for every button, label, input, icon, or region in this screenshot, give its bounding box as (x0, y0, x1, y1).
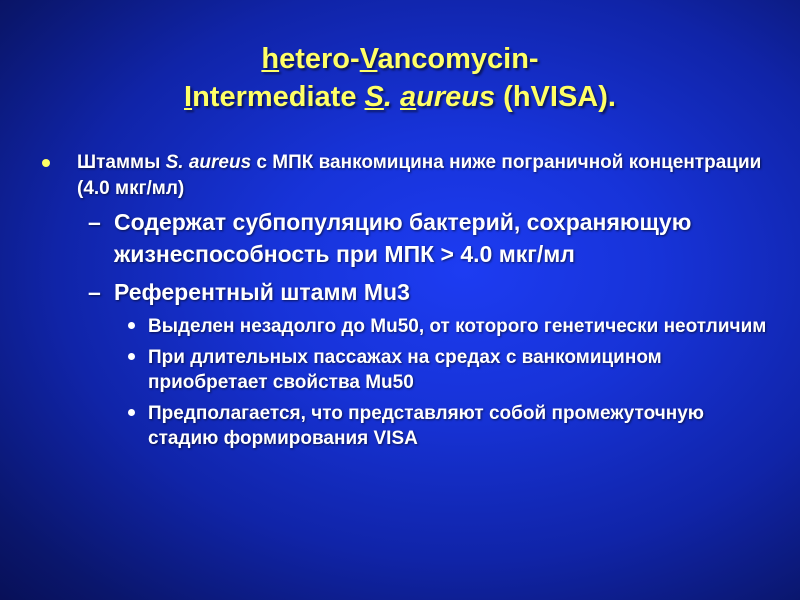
title-text: . (383, 81, 400, 113)
title-text: ntermediate (192, 81, 365, 113)
title-underlined-letter: a (400, 81, 417, 113)
bullet-italic-text: S. aureus (165, 152, 252, 173)
sub-bullet-2 (40, 276, 770, 308)
sub-bullet-text: Содержат субпопуляцию бактерий, сохраняющую жизнеспособность при МПК > 4.0 мкг/мл (114, 209, 692, 267)
bullet-dot-icon (128, 322, 135, 329)
title-line-2 (0, 78, 800, 116)
bullet-level-1 (40, 150, 770, 202)
bullet-level-3 (40, 345, 770, 395)
title-underlined-letter: I (184, 81, 193, 113)
title-text: ancomycin- (377, 43, 539, 75)
title-text: (hVISA). (495, 81, 616, 113)
title-text: ureus (416, 81, 496, 113)
bullet-dot-icon (128, 353, 135, 360)
title-underlined-letter: S (364, 81, 384, 113)
bullet-level-3 (40, 401, 770, 451)
bullet-text: При длительных пассажах на средах с ванкомицином приобретает свойства Mu50 (148, 347, 662, 393)
bullet-text: Выделен незадолго до Mu50, от которого генетически неотличим (148, 316, 767, 337)
dash-icon: – (88, 279, 101, 305)
bullet-text: Штаммы (77, 152, 166, 173)
slide-title (0, 40, 800, 116)
sub-bullet-text: Референтный штамм Mu3 (114, 279, 410, 305)
title-underlined-letter: h (261, 43, 280, 75)
bullet-text: Предполагается, что представляют собой промежуточную стадию формирования VISA (148, 403, 705, 449)
bullet-level-3 (40, 314, 770, 339)
bullet-text: с МПК ванкомицина ниже пограничной концентрации (4.0 мкг/мл) (77, 152, 762, 199)
sub-bullet-1 (40, 206, 770, 270)
title-line-1 (0, 40, 800, 78)
title-text: etero- (279, 43, 360, 75)
bullet-dot-icon (128, 409, 135, 416)
title-underlined-letter: V (359, 43, 378, 75)
slide-content (40, 150, 770, 451)
dash-icon: – (88, 209, 101, 235)
bullet-dot-icon (42, 159, 50, 167)
